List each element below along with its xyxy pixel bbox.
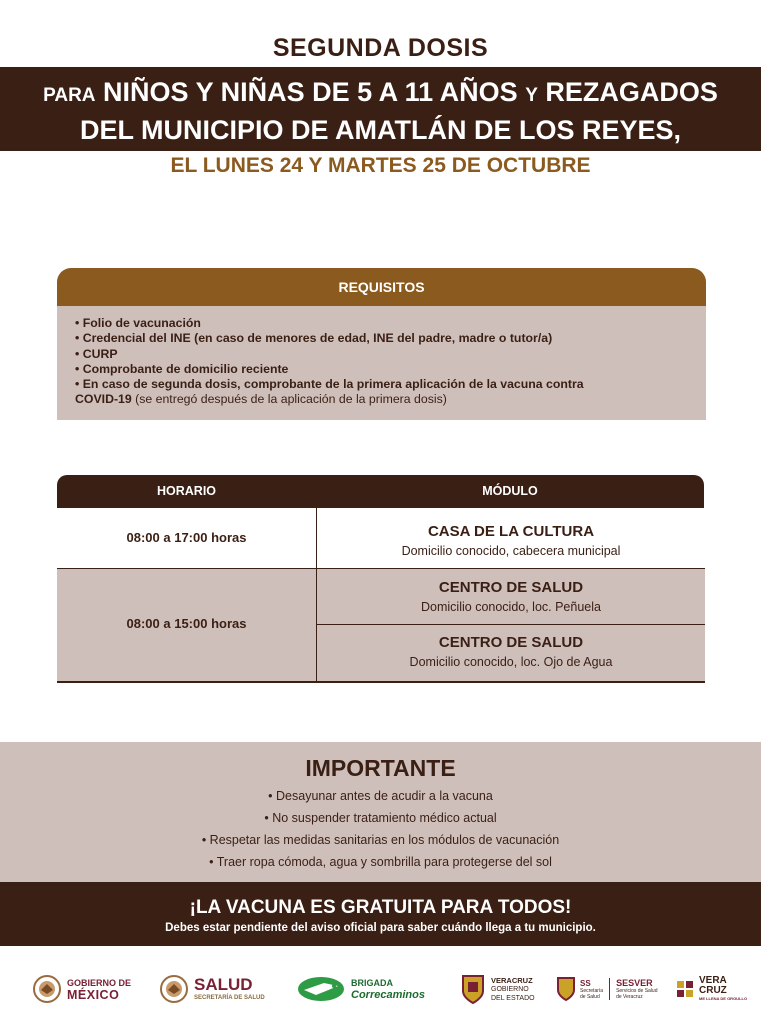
module-address: Domicilio conocido, cabecera municipal bbox=[401, 544, 621, 558]
logo-salud bbox=[159, 966, 265, 1012]
important-heading: IMPORTANTE bbox=[305, 755, 456, 781]
logo-sesver-line3: de Veracruz bbox=[616, 994, 643, 1000]
logo-gobierno-line1: GOBIERNO DE bbox=[67, 978, 132, 988]
schedule-time-1: 08:00 a 17:00 horas bbox=[126, 530, 247, 545]
requirement-item-continuation bbox=[75, 392, 695, 407]
header-line-1 bbox=[0, 75, 761, 113]
logo-veracruz-gobierno bbox=[460, 966, 535, 1012]
requirement-covid: COVID-19 bbox=[75, 392, 132, 407]
module-address: Domicilio conocido, loc. Ojo de Agua bbox=[409, 655, 613, 669]
logo-brigada-line1: BRIGADA bbox=[351, 978, 393, 988]
table-divider bbox=[57, 568, 705, 569]
eagle-seal-icon bbox=[159, 974, 189, 1004]
logo-salud-line1: SALUD bbox=[194, 975, 253, 994]
logo-salud-line2: SECRETARÍA DE SALUD bbox=[194, 995, 265, 1001]
logo-veracruz-line3: DEL ESTADO bbox=[491, 994, 535, 1002]
important-item: • Respetar las medidas sanitarias en los módulos de vacunación bbox=[201, 833, 560, 847]
column-modulo: MÓDULO bbox=[482, 484, 538, 498]
free-vaccine-subline: Debes estar pendiente del aviso oficial para saber cuándo llega a tu municipio. bbox=[165, 922, 596, 934]
module-name: CENTRO DE SALUD bbox=[438, 634, 584, 651]
requirement-item: • CURP bbox=[75, 346, 118, 361]
logo-ss-sesver bbox=[556, 966, 658, 1012]
logo-ss-line2: Secretaría bbox=[580, 987, 604, 994]
logos-row bbox=[0, 966, 761, 1012]
important-item: • Traer ropa cómoda, agua y sombrilla para protegerse del sol bbox=[209, 855, 552, 869]
schedule-table-header bbox=[57, 475, 704, 508]
free-vaccine-banner bbox=[0, 882, 761, 946]
logo-veracruz-line2: GOBIERNO bbox=[491, 985, 529, 993]
logo-ss-line1: SS bbox=[580, 978, 591, 988]
state-shield-icon bbox=[460, 973, 486, 1005]
state-shield-icon bbox=[556, 976, 576, 1002]
logo-sesver-line1: SESVER bbox=[616, 978, 653, 988]
header-audience: NIÑOS Y NIÑAS DE 5 A 11 AÑOS bbox=[103, 77, 518, 107]
module-entry bbox=[317, 633, 705, 671]
logo-veracruz-line1: VERACRUZ bbox=[491, 975, 533, 985]
table-divider bbox=[57, 681, 705, 683]
logo-divider bbox=[609, 978, 610, 1000]
requirement-item: • En caso de segunda dosis, comprobante de la primera aplicación de la vacuna contra bbox=[75, 377, 584, 392]
logo-vera-line3: ME LLENA DE ORGULLO bbox=[699, 996, 748, 1001]
poster-title: SEGUNDA DOSIS bbox=[272, 34, 489, 62]
requirement-item: • Folio de vacunación bbox=[75, 316, 201, 330]
event-date: EL LUNES 24 Y MARTES 25 DE OCTUBRE bbox=[170, 154, 591, 177]
requirements-heading: REQUISITOS bbox=[57, 268, 706, 306]
header-word-y: Y bbox=[525, 85, 538, 106]
requirements-list bbox=[75, 316, 695, 408]
table-divider bbox=[317, 624, 705, 625]
logo-brigada-line2: Correcaminos bbox=[351, 989, 425, 1001]
roadrunner-icon bbox=[296, 974, 346, 1004]
requirement-item: • Comprobante de domicilio reciente bbox=[75, 361, 289, 376]
header-rezagados: REZAGADOS bbox=[545, 77, 718, 107]
logo-veracruz-orgullo bbox=[674, 966, 747, 1012]
header-word-para: PARA bbox=[43, 85, 96, 106]
logo-vera-line1: VERA bbox=[699, 975, 727, 986]
logo-gobierno-mexico bbox=[32, 966, 131, 1012]
module-entry bbox=[317, 578, 705, 616]
module-name: CASA DE LA CULTURA bbox=[427, 523, 595, 540]
module-name: CENTRO DE SALUD bbox=[438, 579, 584, 596]
requirement-note: (se entregó después de la aplicación de la primera dosis) bbox=[131, 392, 447, 407]
requirement-item: • Credencial del INE (en caso de menores de edad, INE del padre, madre o tutor/a) bbox=[75, 331, 553, 346]
free-vaccine-headline: ¡LA VACUNA ES GRATUITA PARA TODOS! bbox=[189, 897, 572, 918]
requirements-panel bbox=[57, 306, 706, 420]
logo-vera-line2: CRUZ bbox=[699, 985, 727, 996]
eagle-seal-icon bbox=[32, 974, 62, 1004]
schedule-time-2: 08:00 a 15:00 horas bbox=[126, 616, 247, 631]
logo-gobierno-line2: MÉXICO bbox=[67, 988, 120, 1002]
column-horario: HORARIO bbox=[156, 484, 217, 498]
important-item: • Desayunar antes de acudir a la vacuna bbox=[268, 789, 493, 803]
module-address: Domicilio conocido, loc. Peñuela bbox=[421, 600, 601, 614]
knot-icon bbox=[674, 978, 696, 1000]
logo-ss-line3: de Salud bbox=[580, 993, 600, 1000]
important-item: • No suspender tratamiento médico actual bbox=[264, 811, 497, 825]
header-line-2: DEL MUNICIPIO DE AMATLÁN DE LOS REYES, bbox=[79, 115, 682, 145]
module-entry bbox=[317, 522, 705, 560]
header-band bbox=[0, 67, 761, 151]
logo-brigada-correcaminos bbox=[296, 966, 425, 1012]
logo-sesver-line2: Servicios de Salud bbox=[616, 988, 658, 994]
